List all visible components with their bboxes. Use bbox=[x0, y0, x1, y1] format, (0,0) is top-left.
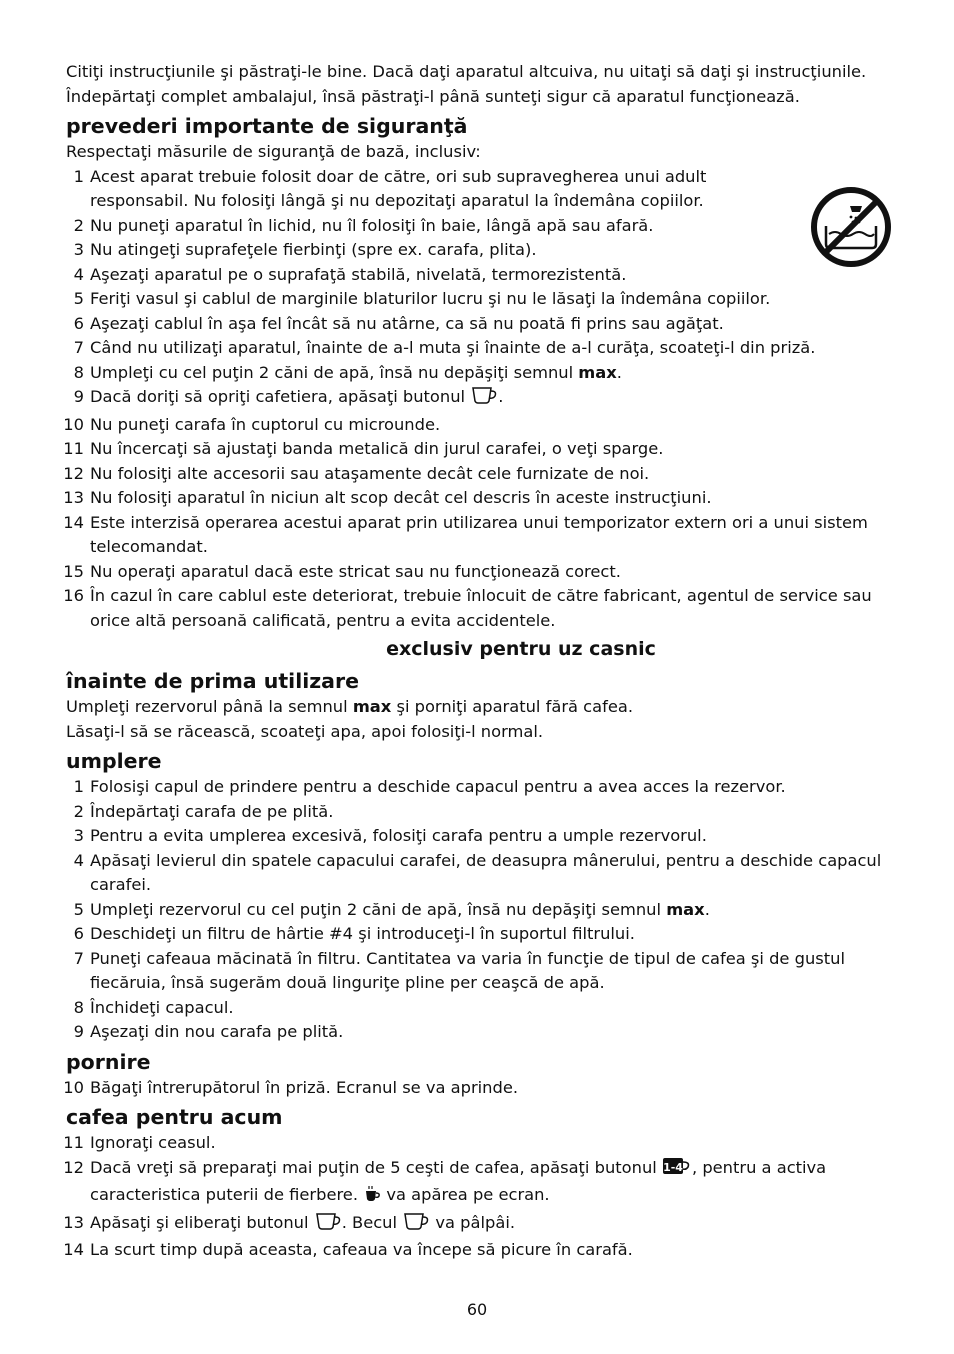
item-text: Folosişi capul de prindere pentru a deschide capacul pentru a avea acces la rezervor. bbox=[90, 777, 786, 796]
item-number: 12 bbox=[63, 463, 84, 483]
item-number: 4 bbox=[73, 264, 84, 284]
cup-button-icon bbox=[470, 385, 498, 413]
list-item bbox=[63, 462, 896, 487]
first-use-heading: înainte de prima utilizare bbox=[66, 669, 360, 693]
item-number: 11 bbox=[63, 1133, 84, 1152]
list-item bbox=[63, 1076, 896, 1101]
small-cup-display-icon bbox=[363, 1185, 381, 1211]
page-number: 60 bbox=[466, 1300, 488, 1319]
list-item bbox=[66, 922, 896, 947]
intro-line-2: Îndepărtaţi complet ambalajul, însă păstraţi-l până sunteţi sigur că aparatul funcţionează. bbox=[66, 86, 800, 106]
item-text: Când nu utilizaţi aparatul, înainte de a-l muta şi înainte de a-l curăţa, scoateţi-l din priză. bbox=[90, 338, 816, 357]
item-number: 9 bbox=[73, 1022, 84, 1041]
item-text-after: . bbox=[704, 899, 710, 919]
item-number: 1 bbox=[73, 166, 84, 186]
list-item bbox=[63, 560, 896, 585]
item-bold: max bbox=[578, 362, 617, 382]
item-text: Pentru a evita umplerea excesivă, folosiţi carafa pentru a umple rezervorul. bbox=[90, 826, 707, 845]
item-text-after-2: va apărea pe ecran. bbox=[381, 1185, 550, 1204]
item-text: Dacă doriţi să opriţi cafetiera, apăsaţi butonul bbox=[90, 387, 471, 406]
now-list bbox=[63, 1131, 896, 1263]
item-text-after: . bbox=[498, 387, 504, 406]
list-item bbox=[63, 1156, 896, 1211]
filling-heading: umplere bbox=[66, 749, 162, 773]
list-item bbox=[63, 1131, 896, 1156]
item-text: Închideţi capacul. bbox=[90, 997, 234, 1017]
list-item bbox=[66, 1020, 896, 1045]
item-text: Deschideţi un filtru de hârtie #4 şi introduceţi-l în suportul filtrului. bbox=[90, 924, 635, 943]
item-number: 15 bbox=[63, 561, 84, 581]
item-bold: max bbox=[666, 899, 705, 919]
list-item bbox=[66, 385, 896, 413]
item-text: Nu operaţi aparatul dacă este stricat sau nu funcţionează corect. bbox=[90, 561, 621, 581]
list-item bbox=[66, 947, 896, 996]
list-item bbox=[66, 287, 896, 312]
item-text: Apăsaţi şi eliberaţi butonul bbox=[90, 1212, 314, 1232]
item-number: 2 bbox=[73, 215, 84, 235]
item-number: 6 bbox=[73, 924, 84, 943]
item-number: 2 bbox=[73, 801, 84, 821]
item-number: 3 bbox=[73, 826, 84, 845]
item-text: Nu puneţi aparatul în lichid, nu îl folosiţi în baie, lângă apă sau afară. bbox=[90, 215, 654, 235]
item-text: Îndepărtaţi carafa de pe plită. bbox=[90, 801, 334, 821]
list-item bbox=[66, 849, 896, 898]
item-text: Nu atingeţi suprafeţele fierbinţi (spre ex. carafa, plita). bbox=[90, 240, 537, 259]
item-text-after: , pentru a activa caracteristica puterii de fierbere. bbox=[90, 1157, 827, 1204]
item-text-after-2: va pâlpâi. bbox=[430, 1212, 516, 1232]
item-text: Nu puneţi carafa în cuptorul cu microunde. bbox=[90, 414, 441, 434]
item-text: Băgaţi întrerupătorul în priză. Ecranul se va aprinde. bbox=[90, 1077, 519, 1097]
list-item bbox=[63, 1238, 896, 1263]
item-text-after: . bbox=[616, 362, 622, 382]
intro-line-1: Citiţi instrucţiunile şi păstraţi-le bine. Dacă daţi aparatul altcuiva, nu uitaţi să daţi şi instrucţiunile. bbox=[66, 62, 867, 81]
item-text: Este interzisă operarea acestui aparat prin utilizarea unui temporizator extern ori a unui sistem telecomandat. bbox=[90, 512, 868, 556]
item-number: 8 bbox=[73, 362, 84, 382]
document-page bbox=[63, 60, 896, 1263]
now-heading: cafea pentru acum bbox=[66, 1105, 283, 1129]
item-number: 1 bbox=[73, 777, 84, 796]
item-text: Aşezaţi aparatul pe o suprafaţă stabilă, nivelată, termorezistentă. bbox=[90, 264, 627, 284]
safety-heading: prevederi importante de siguranţă bbox=[66, 114, 468, 138]
list-item bbox=[66, 214, 896, 239]
item-number: 13 bbox=[63, 1212, 84, 1232]
item-number: 4 bbox=[73, 850, 84, 870]
cup-button-icon bbox=[314, 1211, 342, 1239]
item-number: 16 bbox=[63, 586, 84, 605]
safety-lead: Respectaţi măsurile de siguranţă de bază, inclusiv: bbox=[66, 142, 481, 161]
item-text: Nu folosiţi alte accesorii sau ataşamente decât cele furnizate de noi. bbox=[90, 463, 650, 483]
list-item bbox=[66, 996, 896, 1021]
item-number: 10 bbox=[63, 414, 84, 434]
item-number: 9 bbox=[73, 387, 84, 406]
item-number: 12 bbox=[63, 1157, 84, 1177]
no-water-bath-icon bbox=[810, 186, 892, 268]
list-item bbox=[66, 238, 896, 263]
item-number: 6 bbox=[73, 313, 84, 333]
list-item bbox=[66, 165, 896, 214]
list-item bbox=[63, 584, 896, 633]
item-number: 7 bbox=[73, 338, 84, 357]
list-item bbox=[63, 1211, 896, 1239]
first-use-line-2: Lăsaţi-l să se răcească, scoateţi apa, apoi folosiţi-l normal. bbox=[66, 721, 544, 741]
item-text: Nu încercaţi să ajustaţi banda metalică din jurul carafei, o veţi sparge. bbox=[90, 439, 664, 458]
filling-list bbox=[66, 775, 896, 1045]
small-batch-button-icon bbox=[662, 1156, 692, 1184]
item-text: Acest aparat trebuie folosit doar de către, ori sub supravegherea unui adult responsabil. Nu folosiţi lângă şi nu depozitaţi aparatul la îndemâna copiilor. bbox=[90, 166, 707, 210]
safety-list bbox=[63, 165, 896, 634]
start-heading: pornire bbox=[66, 1049, 151, 1074]
list-item bbox=[63, 413, 896, 438]
start-list bbox=[63, 1076, 896, 1101]
item-text-after: . Becul bbox=[341, 1212, 403, 1232]
item-text: Nu folosiţi aparatul în niciun alt scop decât cel descris în aceste instrucţiuni. bbox=[90, 488, 712, 507]
item-text: Puneţi cafeaua măcinată în filtru. Cantitatea va varia în funcţie de tipul de cafea şi de gustul fiecăruia, însă sugerăm două linguriţe pline per ceaşcă de apă. bbox=[90, 948, 845, 992]
list-item bbox=[66, 800, 896, 825]
item-number: 14 bbox=[63, 512, 84, 532]
list-item bbox=[63, 511, 896, 560]
item-text: Dacă vreţi să preparaţi mai puţin de 5 ceşti de cafea, apăsaţi butonul bbox=[90, 1157, 662, 1177]
first-use-line-1: Umpleţi rezervorul până la semnul max şi porniţi aparatul fără cafea. bbox=[66, 697, 634, 716]
list-item bbox=[66, 312, 896, 337]
item-number: 5 bbox=[73, 899, 84, 919]
item-number: 13 bbox=[63, 488, 84, 507]
svg-text:1-4: 1-4 bbox=[663, 1160, 683, 1174]
item-text: Aşezaţi cablul în aşa fel încât să nu atârne, ca să nu poată fi prins sau agăţat. bbox=[90, 313, 724, 333]
item-text: Ignoraţi ceasul. bbox=[90, 1133, 216, 1152]
list-item bbox=[63, 486, 896, 511]
list-item bbox=[66, 361, 896, 386]
item-number: 11 bbox=[63, 439, 84, 458]
item-text: Umpleţi cu cel puţin 2 căni de apă, însă nu depăşiţi semnul bbox=[90, 362, 579, 382]
item-text: Apăsaţi levierul din spatele capacului carafei, de deasupra mânerului, pentru a deschide capacul carafei. bbox=[90, 850, 882, 894]
list-item bbox=[66, 775, 896, 800]
item-text: Umpleţi rezervorul cu cel puţin 2 căni de apă, însă nu depăşiţi semnul bbox=[90, 899, 667, 919]
list-item bbox=[66, 898, 896, 923]
list-item bbox=[66, 824, 896, 849]
item-text: La scurt timp după aceasta, cafeaua va începe să picure în carafă. bbox=[90, 1240, 633, 1259]
household-note: exclusiv pentru uz casnic bbox=[386, 638, 656, 660]
list-item bbox=[66, 263, 896, 288]
item-number: 14 bbox=[63, 1240, 84, 1259]
item-text: În cazul în care cablul este deteriorat, trebuie înlocuit de către fabricant, agentul de service sau orice altă persoană calificată, pentru a evita accidentele. bbox=[90, 586, 872, 630]
item-number: 3 bbox=[73, 240, 84, 259]
item-number: 7 bbox=[73, 948, 84, 968]
list-item bbox=[66, 336, 896, 361]
item-number: 5 bbox=[73, 289, 84, 308]
item-number: 10 bbox=[63, 1077, 84, 1097]
cup-button-icon bbox=[402, 1211, 430, 1239]
list-item bbox=[63, 437, 896, 462]
item-text: Feriţi vasul şi cablul de marginile blaturilor lucru şi nu le lăsaţi la îndemâna copiilor. bbox=[90, 289, 771, 308]
item-number: 8 bbox=[73, 997, 84, 1017]
item-text: Aşezaţi din nou carafa pe plită. bbox=[90, 1022, 344, 1041]
